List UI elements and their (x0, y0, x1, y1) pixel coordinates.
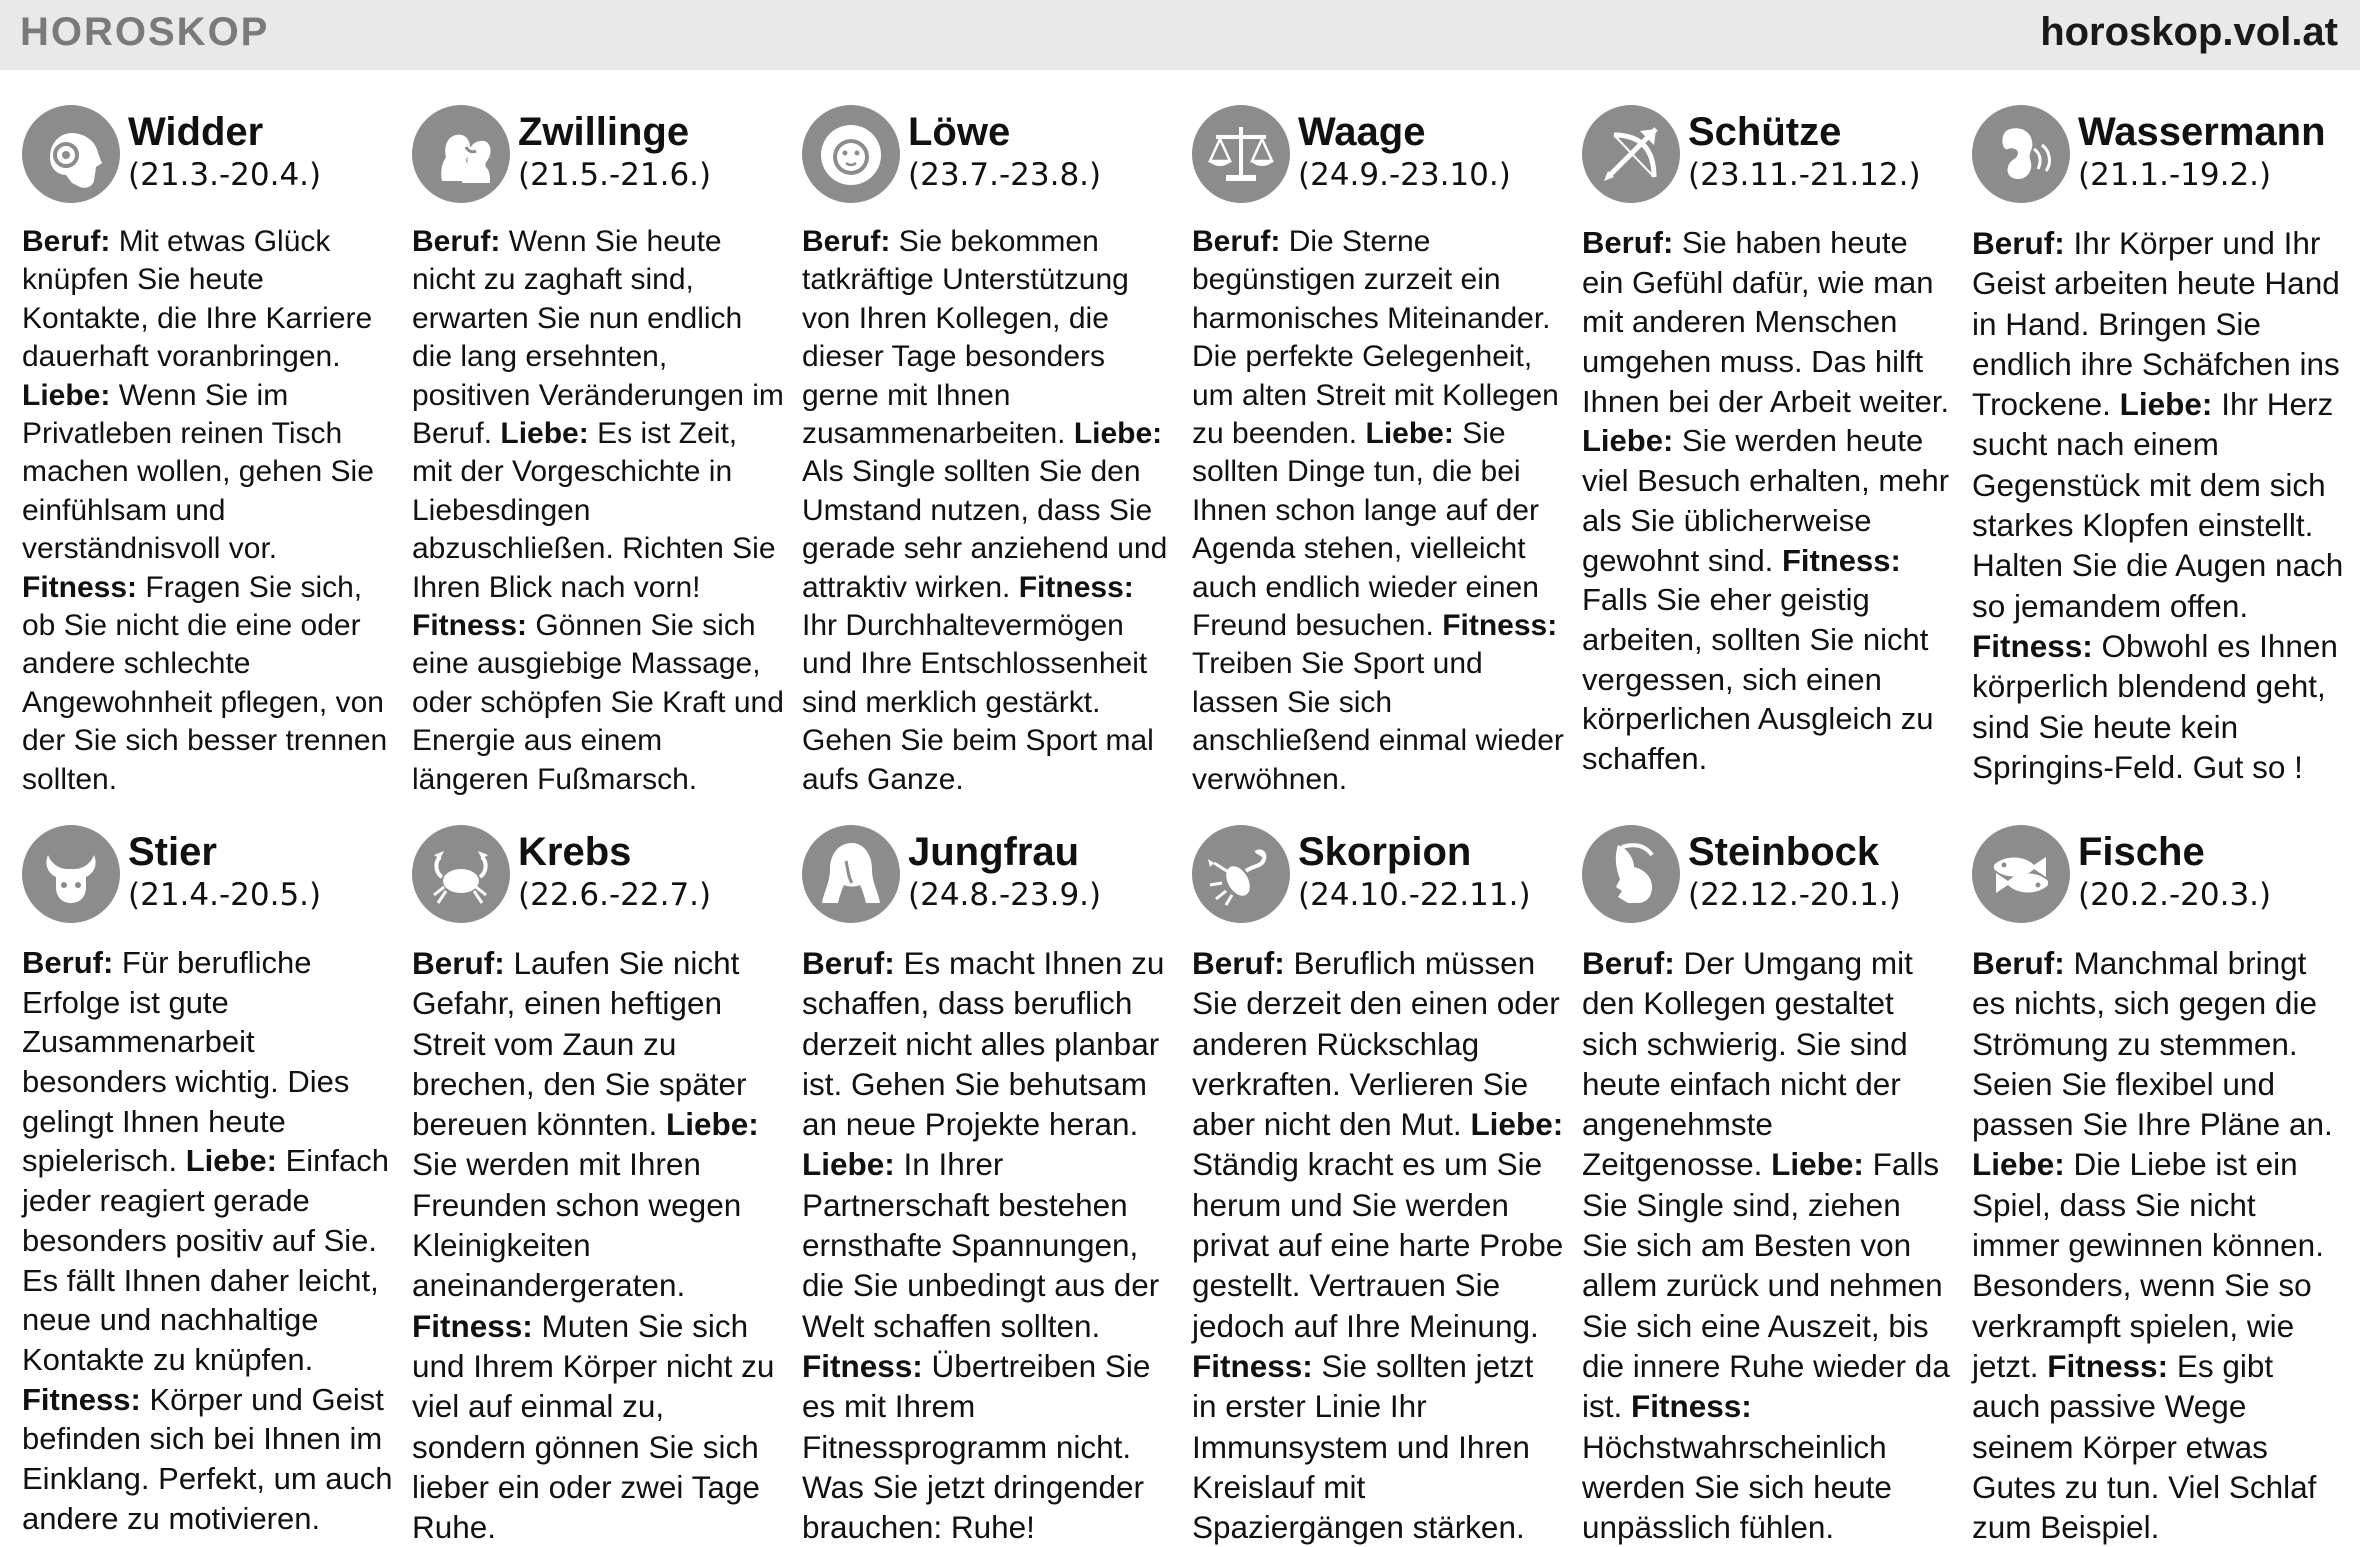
fitness-text: Gönnen Sie sich eine ausgiebige Massage, oder schöpfen Sie Kraft und Energie aus einem längeren Fußmarsch. (412, 609, 784, 796)
horoscope-grid (0, 70, 2360, 1546)
sign-date-range: (22.12.-20.1.) (1688, 877, 1901, 913)
ram-icon (22, 105, 120, 203)
beruf-text: Ihr Körper und Ihr Geist arbeiten heute Hand in Hand. Bringen Sie endlich ihre Schäfchen ins Trockene. (1972, 225, 2340, 423)
beruf-label: Beruf: (22, 945, 114, 980)
sign-date-range: (24.8.-23.9.) (908, 877, 1102, 913)
sign-date-range: (24.10.-22.11.) (1298, 877, 1531, 913)
water-bearer-icon (1972, 105, 2070, 203)
sign-date-range: (23.7.-23.8.) (908, 157, 1102, 193)
sign-name: Schütze (1688, 110, 1842, 154)
fitness-text: Falls Sie eher geistig arbeiten, sollten Sie nicht vergessen, sich einen körperlichen Ausgleich zu schaffen. (1582, 582, 1934, 776)
fitness-label: Fitness: (412, 1307, 533, 1344)
fitness-text: Körper und Geist befinden sich bei Ihnen im Einklang. Perfekt, um auch andere zu motivieren. (22, 1381, 393, 1536)
liebe-label: Liebe: (500, 417, 589, 451)
website-link[interactable]: horoskop.vol.at (2040, 10, 2338, 54)
sign-header (1192, 105, 1564, 217)
sign-card-widder (22, 105, 394, 799)
fitness-label: Fitness: (802, 1347, 923, 1384)
liebe-label: Liebe: (802, 1146, 895, 1183)
liebe-text: In Ihrer Partnerschaft bestehen ernsthafte Spannungen, die Sie unbedingt aus der Welt schaffen sollten. (802, 1146, 1160, 1344)
fitness-label: Fitness: (22, 570, 138, 604)
sign-header (802, 105, 1174, 217)
horoscope-text (412, 223, 784, 799)
beruf-text: Die Sterne begünstigen zurzeit ein harmonisches Miteinander. Die perfekte Gelegenheit, um alten Streit mit Kollegen zu beenden. (1192, 225, 1559, 451)
fitness-label: Fitness: (2047, 1347, 2169, 1384)
sign-header (22, 825, 394, 937)
sign-header (1192, 825, 1564, 937)
liebe-text: Ihr Herz sucht nach einem Gegenstück mit dem sich starkes Klopfen einstellt. Halten Sie die Augen nach so jemandem offen. (1972, 386, 2344, 624)
sign-name: Waage (1298, 110, 1426, 154)
beruf-label: Beruf: (802, 945, 895, 981)
sign-date-range: (21.5.-21.6.) (518, 157, 712, 193)
beruf-text: Laufen Sie nicht Gefahr, einen heftigen Streit vom Zaun zu brechen, den Sie später bereuen könnten. (412, 945, 747, 1143)
fitness-label: Fitness: (1631, 1388, 1752, 1425)
sign-name: Fische (2078, 830, 2205, 874)
horoscope-text (1972, 223, 2344, 787)
sign-card-krebs (412, 825, 784, 1547)
beruf-label: Beruf: (412, 225, 501, 258)
sign-name: Skorpion (1298, 830, 1472, 874)
sign-name: Wassermann (2078, 110, 2326, 154)
liebe-label: Liebe: (665, 1106, 759, 1143)
beruf-text: Es macht Ihnen zu schaffen, dass beruflich derzeit nicht alles planbar ist. Gehen Sie behutsam an neue Projekte heran. (802, 945, 1165, 1143)
twins-icon (412, 105, 510, 203)
beruf-text: Für berufliche Erfolge ist gute Zusammenarbeit besonders wichtig. Dies gelingt Ihnen heute spielerisch. (22, 945, 350, 1179)
beruf-text: Beruflich müssen Sie derzeit den einen oder anderen Rückschlag verkraften. Verlieren Sie aber nicht den Mut. (1192, 945, 1560, 1143)
sign-header (1972, 105, 2344, 217)
sign-card-löwe (802, 105, 1174, 799)
liebe-text: Es ist Zeit, mit der Vorgeschichte in Liebesdingen abzuschließen. Richten Sie Ihren Blick nach vorn! (412, 417, 776, 604)
horoscope-text (22, 943, 394, 1538)
beruf-text: Wenn Sie heute nicht zu zaghaft sind, erwarten Sie nun endlich die lang ersehnten, positiven Veränderungen im Beruf. (412, 225, 784, 451)
sign-date-range: (24.9.-23.10.) (1298, 157, 1511, 193)
liebe-text: Wenn Sie im Privatleben reinen Tisch machen wollen, gehen Sie einfühlsam und verständnisvoll vor. (22, 378, 374, 566)
crab-icon (412, 825, 510, 923)
liebe-text: Falls Sie Single sind, ziehen Sie sich am Besten von allem zurück und nehmen Sie sich eine Auszeit, bis die innere Ruhe wieder da ist. (1582, 1146, 1950, 1425)
horoscope-text (412, 943, 784, 1547)
sign-header (412, 825, 784, 937)
liebe-label: Liebe: (185, 1143, 277, 1179)
fitness-text: Sie sollten jetzt in erster Linie Ihr Immunsystem und Ihren Kreislauf mit Spaziergängen stärken. (1192, 1347, 1534, 1546)
horoscope-text (1192, 943, 1564, 1547)
beruf-label: Beruf: (1972, 945, 2065, 981)
bull-icon (22, 825, 120, 923)
beruf-label: Beruf: (1192, 945, 1285, 981)
horoscope-text (1192, 223, 1564, 799)
beruf-label: Beruf: (802, 225, 891, 258)
fitness-text: Muten Sie sich und Ihrem Körper nicht zu viel auf einmal zu, sondern gönnen Sie sich lieber ein oder zwei Tage Ruhe. (412, 1307, 775, 1546)
sign-card-wassermann (1972, 105, 2344, 787)
lion-icon (802, 105, 900, 203)
liebe-label: Liebe: (1470, 1106, 1564, 1143)
beruf-label: Beruf: (1582, 945, 1675, 981)
sign-name: Widder (128, 110, 264, 154)
sign-name: Zwillinge (518, 110, 690, 154)
horoscope-text (802, 223, 1174, 799)
liebe-text: Ständig kracht es um Sie herum und Sie werden privat auf eine harte Probe gestellt. Vertrauen Sie jedoch auf Ihre Meinung. (1192, 1146, 1564, 1344)
horoscope-text (802, 943, 1174, 1547)
sign-card-waage (1192, 105, 1564, 799)
liebe-label: Liebe: (1771, 1146, 1864, 1183)
fitness-text: Es gibt auch passive Wege seinem Körper etwas Gutes zu tun. Viel Schlaf zum Beispiel. (1972, 1347, 2317, 1546)
sign-card-steinbock (1582, 825, 1954, 1547)
fitness-text: Höchstwahrscheinlich werden Sie sich heute unpässlich fühlen. (1582, 1428, 1892, 1546)
sign-date-range: (21.4.-20.5.) (128, 877, 322, 913)
fish-icon (1972, 825, 2070, 923)
sign-card-fische (1972, 825, 2344, 1547)
liebe-text: Sie werden mit Ihren Freunden schon wegen Kleinigkeiten aneinandergeraten. (412, 1146, 742, 1304)
capricorn-icon (1582, 825, 1680, 923)
beruf-text: Der Umgang mit den Kollegen gestaltet sich schwierig. Sie sind heute einfach nicht der angenehmste Zeitgenosse. (1582, 945, 1913, 1183)
sign-name: Krebs (518, 830, 632, 874)
liebe-text: Die Liebe ist ein Spiel, dass Sie nicht immer gewinnen können. Besonders, wenn Sie so verkrampft spielen, wie jetzt. (1972, 1146, 2324, 1384)
sign-date-range: (21.1.-19.2.) (2078, 157, 2272, 193)
beruf-text: Sie haben heute ein Gefühl dafür, wie man mit anderen Menschen umgehen muss. Das hilft Ihnen bei der Arbeit weiter. (1582, 225, 1950, 419)
liebe-text: Einfach jeder reagiert gerade besonders positiv auf Sie. Es fällt Ihnen daher leicht, neue und nachhaltige Kontakte zu knüpfen. (22, 1143, 390, 1377)
sign-header (22, 105, 394, 217)
sign-date-range: (20.2.-20.3.) (2078, 877, 2272, 913)
liebe-label: Liebe: (1365, 417, 1454, 451)
fitness-text: Übertreiben Sie es mit Ihrem Fitnessprogramm nicht. Was Sie jetzt dringender brauchen: Ruhe! (802, 1347, 1151, 1546)
sign-card-schütze (1582, 105, 1954, 779)
sign-name: Stier (128, 830, 217, 874)
sign-date-range: (22.6.-22.7.) (518, 877, 712, 913)
sign-name: Jungfrau (908, 830, 1080, 874)
sign-name: Löwe (908, 110, 1011, 154)
sign-header (1582, 825, 1954, 937)
sign-date-range: (23.11.-21.12.) (1688, 157, 1921, 193)
sign-header (1582, 105, 1954, 217)
sign-card-zwillinge (412, 105, 784, 799)
scorpion-icon (1192, 825, 1290, 923)
header-bar (0, 0, 2360, 70)
sign-header (412, 105, 784, 217)
fitness-label: Fitness: (1972, 627, 2093, 664)
liebe-text: Sie werden heute viel Besuch erhalten, mehr als Sie üblicherweise gewohnt sind. (1582, 423, 1950, 578)
horoscope-text (22, 223, 394, 799)
horoscope-text (1582, 943, 1954, 1547)
horoscope-text (1582, 223, 1954, 779)
sign-date-range: (21.3.-20.4.) (128, 157, 322, 193)
liebe-label: Liebe: (22, 378, 111, 412)
beruf-text: Mit etwas Glück knüpfen Sie heute Kontakte, die Ihre Karriere dauerhaft voranbringen. (22, 225, 373, 374)
beruf-label: Beruf: (412, 945, 505, 981)
fitness-label: Fitness: (412, 609, 528, 643)
sign-header (802, 825, 1174, 937)
beruf-text: Sie bekommen tatkräftige Unterstützung von Ihren Kollegen, die dieser Tage besonders gerne mit Ihnen zusammenarbeiten. (802, 225, 1129, 451)
scales-icon (1192, 105, 1290, 203)
sign-name: Steinbock (1688, 830, 1880, 874)
fitness-label: Fitness: (1018, 570, 1134, 604)
virgin-icon (802, 825, 900, 923)
fitness-label: Fitness: (1781, 542, 1901, 578)
horoscope-text (1972, 943, 2344, 1547)
liebe-label: Liebe: (1073, 417, 1163, 451)
liebe-text: Sie sollten Dinge tun, die bei Ihnen schon lange auf der Agenda stehen, vielleicht auch endlich wieder einen Freund besuchen. (1192, 417, 1539, 643)
fitness-label: Fitness: (1192, 1347, 1313, 1384)
liebe-label: Liebe: (2119, 386, 2213, 423)
beruf-label: Beruf: (22, 225, 111, 258)
liebe-label: Liebe: (1972, 1146, 2065, 1183)
fitness-text: Fragen Sie sich, ob Sie nicht die eine oder andere schlechte Angewohnheit pflegen, von der Sie sich besser trennen sollten. (22, 570, 388, 796)
beruf-label: Beruf: (1582, 225, 1674, 260)
sign-card-stier (22, 825, 394, 1538)
liebe-text: Als Single sollten Sie den Umstand nutzen, dass Sie gerade sehr anziehend und attraktiv wirken. (802, 455, 1168, 604)
sign-card-jungfrau (802, 825, 1174, 1547)
beruf-text: Manchmal bringt es nichts, sich gegen die Strömung zu stemmen. Seien Sie flexibel und passen Sie Ihre Pläne an. (1972, 945, 2333, 1143)
section-title: HOROSKOP (20, 10, 270, 54)
liebe-label: Liebe: (1582, 423, 1674, 459)
fitness-label: Fitness: (1442, 609, 1558, 643)
sign-header (1972, 825, 2344, 937)
fitness-text: Obwohl es Ihnen körperlich blendend geht, sind Sie heute kein Springins-Feld. Gut so ! (1972, 627, 2338, 785)
fitness-text: Ihr Durchhaltevermögen und Ihre Entschlossenheit sind merklich gestärkt. Gehen Sie beim Sport mal aufs Ganze. (802, 609, 1154, 796)
archer-icon (1582, 105, 1680, 203)
beruf-label: Beruf: (1972, 225, 2065, 261)
sign-card-skorpion (1192, 825, 1564, 1547)
fitness-label: Fitness: (22, 1381, 141, 1417)
beruf-label: Beruf: (1192, 225, 1281, 258)
fitness-text: Treiben Sie Sport und lassen Sie sich anschließend einmal wieder verwöhnen. (1192, 647, 1564, 796)
